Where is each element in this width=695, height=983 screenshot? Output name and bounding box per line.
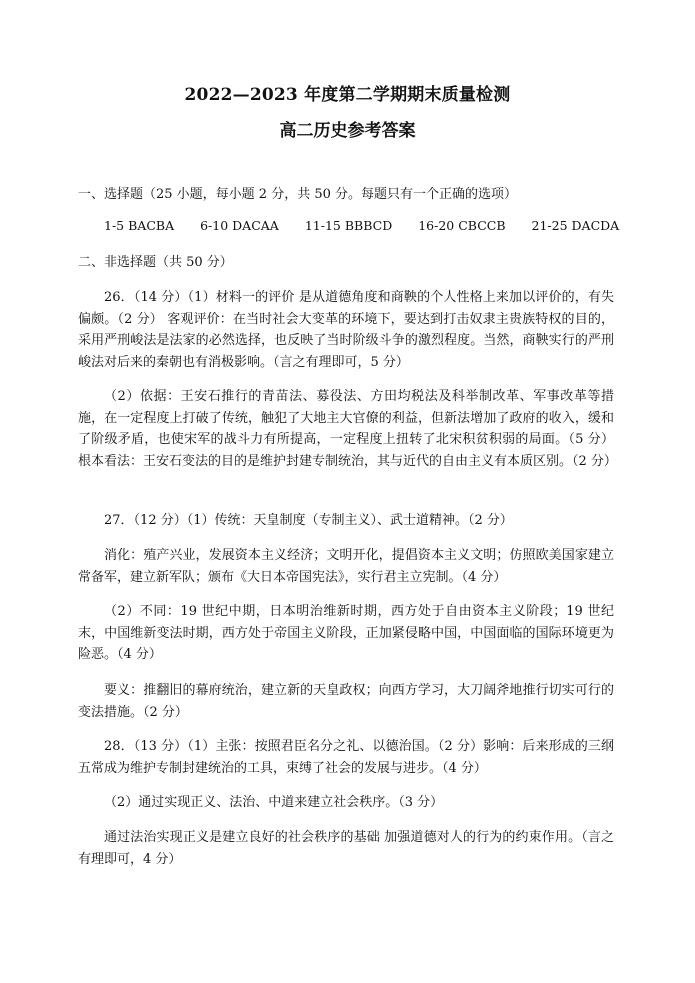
- answer-paragraph-q27-part2-essence: 要义：推翻旧的幕府统治，建立新的天皇政权；向西方学习，大刀阔斧地推行切实可行的变法措施。（2 分）: [78, 683, 614, 720]
- answer-group: 16-20 CBCCB: [418, 218, 506, 233]
- answer-paragraph-q28-part2-detail: 通过法治实现正义是建立良好的社会秩序的基础 加强道德对人的行为的约束作用。（言之有理即可，4 分）: [78, 830, 614, 867]
- answer-group: 21-25 DACDA: [531, 218, 620, 233]
- answer-paragraph-q26-part1: 26．（14 分）（1）材料一的评价 是从道德角度和商鞅的个人性格上来加以评价的，有失偏颇。（2 分） 客观评价：在当时社会大变革的环境下，要达到打击奴隶主贵族特权的目的，采用严刑峻法是法家的必然选择，也反映了当时阶级斗争的激烈程度。当然，商鞅实行的严刑峻法对后来的秦朝也有消极影响。（言之有理即可，5 分）: [78, 290, 614, 370]
- document-subtitle: 高二历史参考答案: [279, 121, 416, 141]
- answer-paragraph-q27-part1: 27．（12 分）（1）传统：天皇制度（专制主义）、武士道精神。（2 分）: [104, 513, 513, 528]
- answer-group: 6-10 DACAA: [200, 218, 279, 233]
- answer-paragraph-q27-part2: （2）不同：19 世纪中期，日本明治维新时期，西方处于自由资本主义阶段；19 世纪末，中国维新变法时期，西方处于帝国主义阶段，正加紧侵略中国，中国面临的国际环境更为险恶。（4 分）: [78, 604, 614, 662]
- multiple-choice-answers: [104, 218, 619, 233]
- document-title: 2022—2023 年度第二学期期末质量检测: [184, 85, 511, 105]
- answer-group: 11-15 BBBCD: [304, 218, 393, 233]
- answer-paragraph-q28-part1: 28．（13 分）（1）主张：按照君臣名分之礼、以德治国。（2 分）影响：后来形成的三纲五常成为维护专制封建统治的工具，束缚了社会的发展与进步。（4 分）: [78, 739, 614, 776]
- answer-paragraph-q28-part2: （2）通过实现正义、法治、中道来建立社会秩序。（3 分）: [104, 795, 444, 810]
- answer-paragraph-q26-part2: （2）依据：王安石推行的青苗法、募役法、方田均税法及科举制改革、军事改革等措施，在一定程度上打破了传统，触犯了大地主大官僚的利益，但新法增加了政府的收入，缓和了阶级矛盾，也使宋军的战斗力有所提高，一定程度上扭转了北宋积贫积弱的局面。（5 分）根本看法：王安石变法的目的是维护封建专制统治，其与近代的自由主义有本质区别。（2 分）: [78, 389, 617, 469]
- answer-paragraph-q27-part1-digest: 消化：殖产兴业，发展资本主义经济；文明开化，提倡资本主义文明；仿照欧美国家建立常备军，建立新军队；颁布《大日本帝国宪法》，实行君主立宪制。（4 分）: [78, 548, 614, 585]
- section-heading-multiple-choice: 一、选择题（25 小题，每小题 2 分，共 50 分。每题只有一个正确的选项）: [78, 187, 518, 202]
- answer-group: 1-5 BACBA: [104, 218, 175, 233]
- section-heading-essay: 二、非选择题（共 50 分）: [78, 255, 233, 270]
